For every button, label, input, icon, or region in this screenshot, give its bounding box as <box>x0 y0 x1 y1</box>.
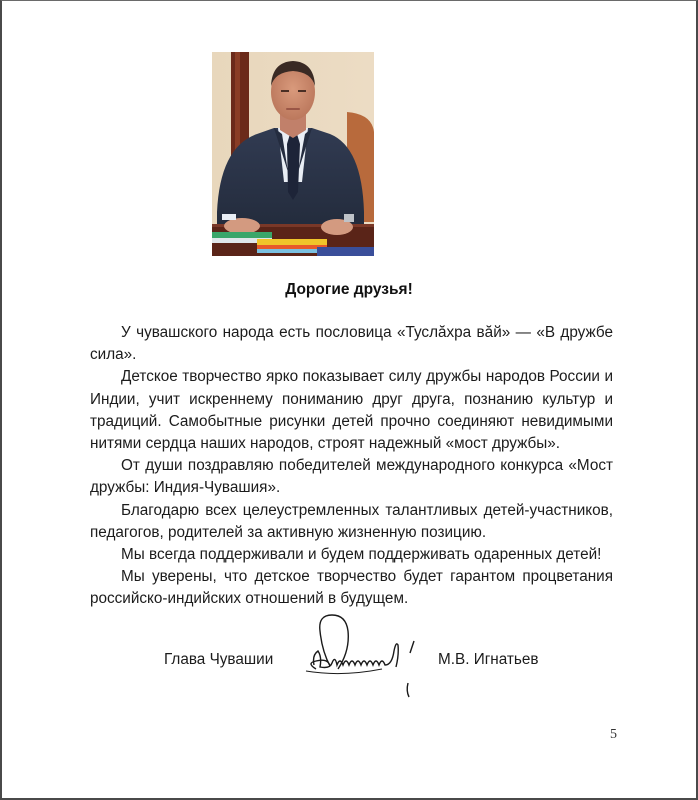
paragraph: Мы уверены, что детское творчество будет гарантом процветания российско-индийских отношений в будущем. <box>90 568 613 608</box>
letter-body <box>90 322 613 611</box>
paragraph: Мы всегда поддерживали и будем поддерживать одаренных детей! <box>121 546 602 564</box>
paragraph: Благодарю всех целеустремленных талантливых детей-участников, педагогов, родителей за активную жизненную позицию. <box>90 501 613 541</box>
letter-heading: Дорогие друзья! <box>285 281 413 298</box>
portrait-photo <box>212 52 374 256</box>
signature-block <box>2 611 698 711</box>
signatory-name: М.В. Игнатьев <box>438 651 539 668</box>
handwritten-signature <box>302 611 432 701</box>
portrait-image <box>212 52 374 256</box>
paragraph: От души поздравляю победителей международного конкурса «Мост дружбы: Индия-Чувашия». <box>90 457 613 497</box>
paragraph: Детское творчество ярко показывает силу дружбы народов России и Индии, учит искреннему пониманию друг друга, познанию культур и традиций. Самобытные рисунки детей прочно соединяют невидимыми нитями сердца наших народов, строят надежный «мост дружбы». <box>90 368 613 453</box>
signatory-title: Глава Чувашии <box>164 651 274 668</box>
paragraph: У чувашского народа есть пословица «Туслӑхра вӑй» — «В дружбе сила». <box>90 324 613 364</box>
page-number: 5 <box>610 727 617 742</box>
